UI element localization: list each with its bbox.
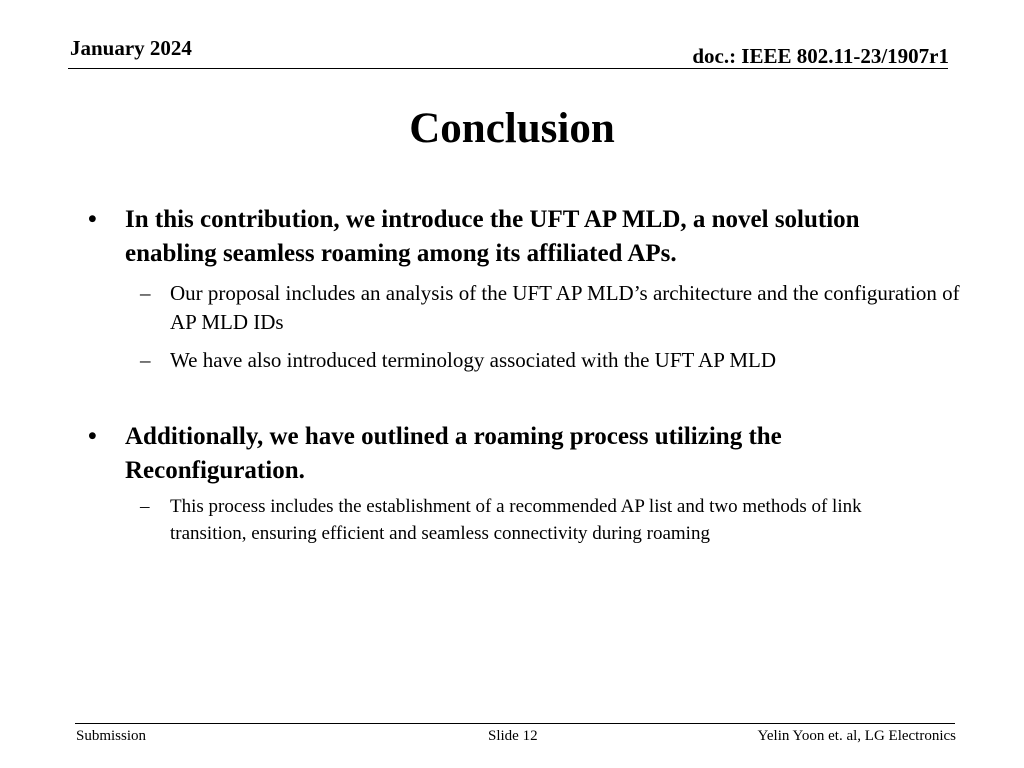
dash-marker: – <box>140 281 151 305</box>
footer-slide-number: Slide 12 <box>488 728 538 744</box>
bullet-1-text: In this contribution, we introduce the UFT AP MLD, a novel solution enabling seamless roaming among its affiliated APs. <box>125 206 860 267</box>
header-date: January 2024 <box>70 36 192 60</box>
dash-marker: – <box>140 348 151 372</box>
bullet-1-sub-2: We have also introduced terminology associated with the UFT AP MLD <box>170 348 777 372</box>
footer-rule <box>75 723 955 724</box>
dash-marker: – <box>140 496 150 517</box>
slide-title: Conclusion <box>409 105 615 152</box>
footer-submission: Submission <box>76 728 147 744</box>
header-rule <box>68 68 948 69</box>
bullet-1-sub-1: Our proposal includes an analysis of the UFT AP MLD’s architecture and the configuration of AP MLD IDs <box>170 281 960 334</box>
bullet-2-text: Additionally, we have outlined a roaming process utilizing the Reconfiguration. <box>125 423 782 484</box>
bullet-marker: • <box>88 206 97 233</box>
header-doc-id: doc.: IEEE 802.11-23/1907r1 <box>692 44 949 68</box>
footer-authors: Yelin Yoon et. al, LG Electronics <box>757 728 956 744</box>
bullet-marker: • <box>88 423 97 450</box>
bullet-2-sub-1: This process includes the establishment of a recommended AP list and two methods of link transition, ensuring efficient and seamless connectivity during roaming <box>170 496 862 544</box>
